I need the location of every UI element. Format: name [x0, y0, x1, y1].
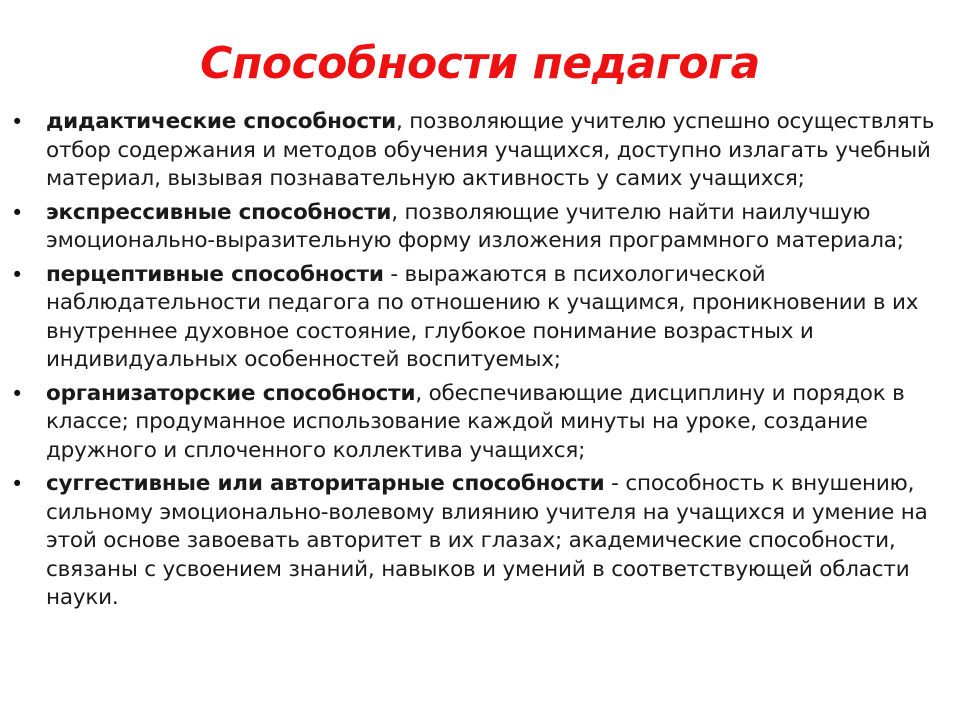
item-text: - способность к внушению, сильному эмоционально-волевому влиянию учителя на учащихся и умение на этой основе завоевать авторитет в их глазах; академические способности, связаны с усвоением знаний, навыков и умений в соответствующей области науки. [46, 471, 928, 610]
list-item [0, 380, 960, 466]
item-term: экспрессивные способности [46, 199, 392, 225]
item-text: , позволяющие учителю найти наилучшую эмоционально-выразительную форму изложения программного материала; [46, 199, 904, 253]
slide-title: Способности педагога [200, 38, 760, 89]
item-text: , позволяющие учителю успешно осуществлять отбор содержания и методов обучения учащихся, доступно излагать учебный материал, вызывая познавательную активность у самих учащихся; [46, 109, 935, 191]
item-term: организаторские способности [46, 380, 416, 406]
item-term: перцептивные способности [46, 261, 384, 287]
list-item [0, 470, 960, 613]
bullet-icon: • [11, 381, 24, 406]
list-item [0, 199, 960, 256]
bullet-icon: • [11, 472, 24, 496]
list-item [0, 108, 960, 194]
item-term: дидактические способности [46, 109, 397, 134]
bullet-icon: • [11, 110, 24, 134]
bullet-icon: • [11, 262, 24, 287]
item-text: , обеспечивающие дисциплину и порядок в классе; продуманное использование каждой минуты на уроке, создание дружного и сплоченного коллектива учащихся; [46, 380, 905, 463]
item-term: суггестивные или авторитарные способности [46, 471, 605, 496]
bullet-icon: • [11, 200, 24, 225]
item-text: - выражаются в психологической наблюдательности педагога по отношению к учащимся, проникновении в их внутреннее духовное состояние, глубокое понимание возрастных и индивидуальных особенностей воспитуемых; [46, 261, 919, 372]
abilities-list [0, 108, 960, 618]
list-item [0, 261, 960, 375]
